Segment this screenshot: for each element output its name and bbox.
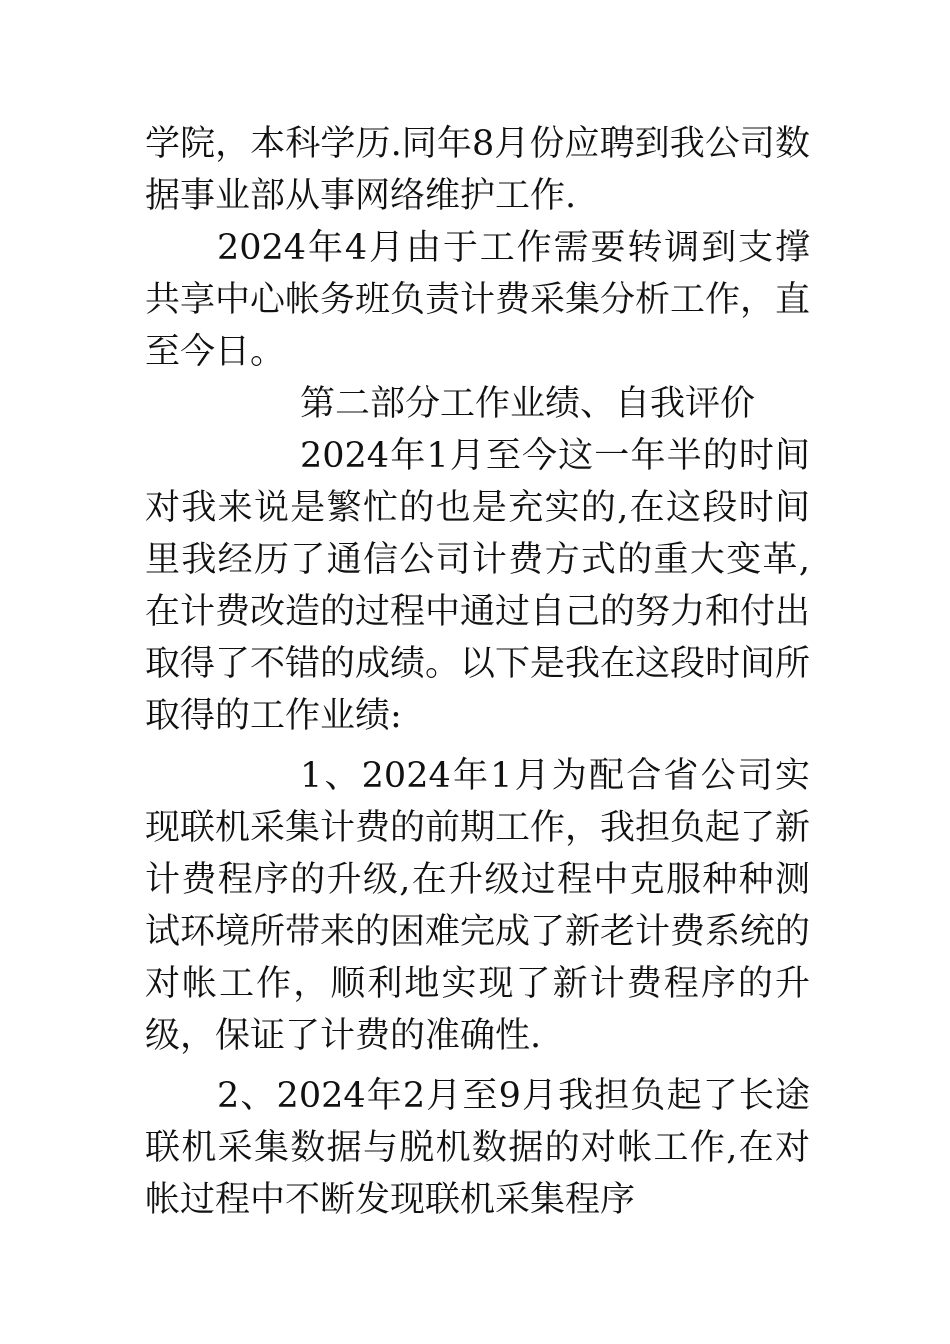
section-heading: 第二部分工作业绩、自我评价 <box>300 384 756 424</box>
paragraph-achievement-2: 2、2024年2月至9月我担负起了长途联机采集数据与脱机数据的对帐工作,在对帐过程中不断发现联机采集程序 <box>145 1076 810 1220</box>
paragraph-overview: 2024年1月至今这一年半的时间对我来说是繁忙的也是充实的,在这段时间里我经历了通信公司计费方式的重大变革,在计费改造的过程中通过自己的努力和付出取得了不错的成绩。以下是我在这段时间所取得的工作业绩: <box>145 436 811 736</box>
document-body <box>145 118 810 1226</box>
paragraph-education: 学院，本科学历.同年8月份应聘到我公司数据事业部从事网络维护工作. <box>145 124 810 216</box>
paragraph-achievement-1: 1、2024年1月为配合省公司实现联机采集计费的前期工作，我担负起了新计费程序的升级,在升级过程中克服种种测试环境所带来的困难完成了新老计费系统的对帐工作，顺利地实现了新计费程序的升级，保证了计费的准确性. <box>145 756 811 1056</box>
paragraph-transfer: 2024年4月由于工作需要转调到支撑共享中心帐务班负责计费采集分析工作，直至今日。 <box>145 228 811 372</box>
